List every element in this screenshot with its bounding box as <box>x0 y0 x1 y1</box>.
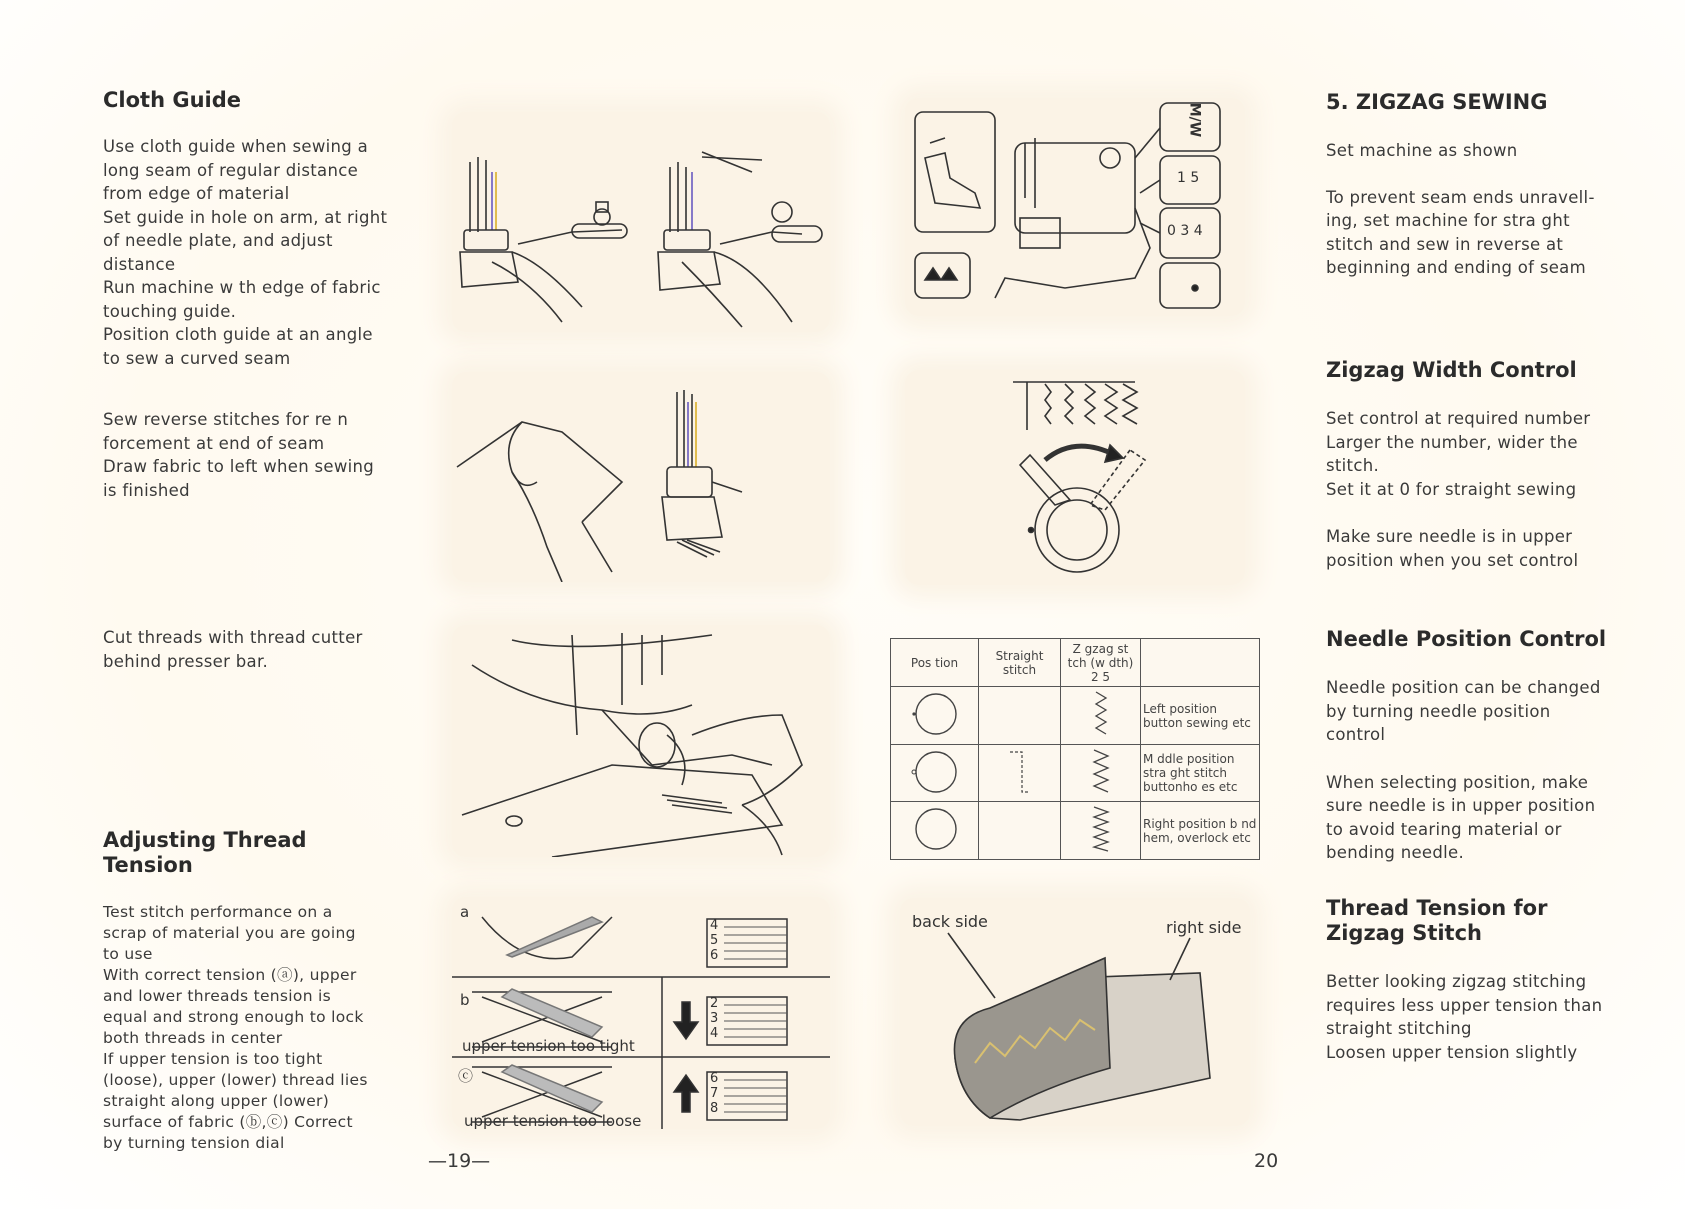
text-line: and lower threads tension is <box>103 987 332 1006</box>
straight-stitch-cell <box>979 687 1061 745</box>
table-row <box>891 744 1260 802</box>
length-setting-value: 0 3 4 <box>1167 223 1203 239</box>
caption-tension-tight: upper tension too tight <box>462 1037 635 1055</box>
needle-position-heading: Needle Position Control <box>1326 627 1607 651</box>
text-line: touching guide. <box>103 301 237 321</box>
text-line: by turning needle position <box>1326 701 1551 721</box>
text-line: straight stitching <box>1326 1019 1472 1039</box>
table-header-row <box>891 639 1260 687</box>
dial-numbers-c <box>710 1071 718 1116</box>
needle-position-table <box>890 638 1260 860</box>
caption-tension-loose: upper tension too loose <box>464 1112 642 1130</box>
text-line: by turning tension dial <box>103 1134 285 1153</box>
zigzag-tension-heading: Thread Tension for Zigzag Stitch <box>1326 896 1548 946</box>
cutter-text <box>103 626 393 673</box>
position-description: Right position b nd hem, overlock etc <box>1141 802 1260 860</box>
text-line: straight along upper (lower) <box>103 1092 330 1111</box>
text-line: Use cloth guide when sewing a <box>103 137 368 157</box>
thread-tension-illustration <box>452 897 830 1129</box>
dial-number: 7 <box>710 1086 719 1101</box>
text-line: scrap of material you are going <box>103 924 356 943</box>
dial-numbers-b <box>710 996 718 1041</box>
text-line: of needle plate, and adjust <box>103 231 333 251</box>
cloth-guide-drawing <box>452 112 830 332</box>
text-line: When selecting position, make <box>1326 772 1589 792</box>
text-line: surface of fabric (ⓑ,ⓒ) Correct <box>103 1113 353 1132</box>
needle-position-section <box>1326 627 1618 865</box>
zigzag-width-section <box>1326 358 1618 572</box>
text-line: stitch and sew in reverse at <box>1326 234 1564 254</box>
text-line: Better looking zigzag stitching <box>1326 972 1587 992</box>
thread-tension-drawing <box>452 897 830 1129</box>
zigzag-stitch-icon <box>1061 802 1141 860</box>
text-line: (loose), upper (lower) thread lies <box>103 1071 368 1090</box>
text-line: Needle position can be changed <box>1326 678 1601 698</box>
table-header: Z gzag st tch (w dth) 2 5 <box>1061 639 1141 687</box>
needle-position-note <box>1326 771 1618 865</box>
zigzag-sewing-intro: Set machine as shown <box>1326 141 1518 161</box>
text-line: to sew a curved seam <box>103 348 291 368</box>
text-line: from edge of material <box>103 184 290 204</box>
width-setting-value: 1 5 <box>1177 170 1200 186</box>
text-line: control <box>1326 725 1386 745</box>
right-side-label: right side <box>1166 918 1242 937</box>
thread-tension-heading: Adjusting Thread Tension <box>103 828 307 878</box>
text-line: distance <box>103 254 176 274</box>
dial-position-icon <box>891 687 979 745</box>
pattern-symbol: M/W <box>1186 102 1203 138</box>
table-row <box>891 802 1260 860</box>
reverse-stitch-drawing <box>452 372 830 582</box>
tension-label-b: b <box>460 991 470 1009</box>
thread-tension-text <box>103 902 393 1154</box>
page-number-right: 20 <box>1254 1150 1279 1172</box>
text-line: equal and strong enough to lock <box>103 1008 364 1027</box>
zigzag-width-heading: Zigzag Width Control <box>1326 358 1577 382</box>
dial-number: 4 <box>710 918 719 933</box>
tension-label-a: a <box>460 903 470 921</box>
cutter-section <box>103 626 393 673</box>
zigzag-tension-section <box>1326 896 1618 1064</box>
text-line: both threads in center <box>103 1029 283 1048</box>
cloth-guide-heading: Cloth Guide <box>103 88 241 112</box>
text-line: to use <box>103 945 153 964</box>
dial-number: 6 <box>710 948 719 963</box>
dial-number: 8 <box>710 1101 719 1116</box>
zigzag-tension-text <box>1326 970 1618 1064</box>
straight-stitch-cell <box>979 802 1061 860</box>
text-line: To prevent seam ends unravell- <box>1326 187 1595 207</box>
page-number-left: —19— <box>428 1150 491 1172</box>
zigzag-fabric-illustration <box>900 898 1250 1126</box>
position-description: Left position button sewing etc <box>1141 687 1260 745</box>
cloth-guide-text <box>103 135 393 370</box>
zigzag-sewing-text <box>1326 186 1618 280</box>
text-line: Set control at required number <box>1326 409 1591 429</box>
text-line: If upper tension is too tight <box>103 1050 323 1069</box>
reverse-text <box>103 408 393 502</box>
cloth-guide-section <box>103 88 393 370</box>
tension-label-c: ⓒ <box>458 1067 474 1085</box>
text-line: Loosen upper tension slightly <box>1326 1042 1578 1062</box>
table-row <box>891 687 1260 745</box>
dial-position-icon <box>891 744 979 802</box>
zigzag-width-dial-drawing <box>905 370 1245 585</box>
reverse-section <box>103 408 393 502</box>
text-line: to avoid tearing material or <box>1326 819 1562 839</box>
dial-number: 4 <box>710 1026 719 1041</box>
zigzag-width-text <box>1326 407 1618 501</box>
text-line: Make sure needle is in upper <box>1326 527 1573 547</box>
dial-number: 6 <box>710 1071 719 1086</box>
text-line: is finished <box>103 480 190 500</box>
text-line: ing, set machine for stra ght <box>1326 211 1570 231</box>
text-line: With correct tension (ⓐ), upper <box>103 966 357 985</box>
table-header-blank <box>1141 639 1260 687</box>
machine-settings-illustration <box>905 98 1245 316</box>
position-description: M ddle position stra ght stitch buttonho es etc <box>1141 744 1260 802</box>
dial-numbers-a <box>710 918 718 963</box>
text-line: Cut threads with thread cutter <box>103 628 363 647</box>
text-line: sure needle is in upper position <box>1326 796 1596 816</box>
zigzag-stitch-icon <box>1061 687 1141 745</box>
text-line: requires less upper tension than <box>1326 995 1603 1015</box>
text-line: stitch. <box>1326 456 1379 476</box>
text-line: forcement at end of seam <box>103 433 325 453</box>
zigzag-sewing-heading: 5. ZIGZAG SEWING <box>1326 90 1548 114</box>
dial-position-icon <box>891 802 979 860</box>
text-line: Test stitch performance on a <box>103 903 333 922</box>
zigzag-sewing-section <box>1326 90 1618 280</box>
straight-stitch-icon <box>979 744 1061 802</box>
text-line: position when you set control <box>1326 550 1579 570</box>
zigzag-stitch-icon <box>1061 744 1141 802</box>
thread-cutter-drawing <box>452 625 830 857</box>
reverse-stitch-illustration <box>452 372 830 582</box>
text-line: Set it at 0 for straight sewing <box>1326 479 1577 499</box>
table-header: Pos tion <box>891 639 979 687</box>
thread-cutter-illustration <box>452 625 830 857</box>
text-line: Run machine w th edge of fabric <box>103 278 381 298</box>
text-line: Set guide in hole on arm, at right <box>103 207 388 227</box>
text-line: Draw fabric to left when sewing <box>103 457 375 476</box>
text-line: Sew reverse stitches for re n <box>103 410 349 429</box>
dial-number: 5 <box>710 933 719 948</box>
needle-position-text <box>1326 676 1618 747</box>
text-line: long seam of regular distance <box>103 160 359 180</box>
zigzag-width-dial-illustration <box>905 370 1245 585</box>
text-line: Position cloth guide at an angle <box>103 325 373 345</box>
text-line: bending needle. <box>1326 843 1465 863</box>
zigzag-width-note <box>1326 525 1618 572</box>
text-line: Larger the number, wider the <box>1326 432 1578 452</box>
dial-number: 3 <box>710 1011 719 1026</box>
back-side-label: back side <box>912 912 988 931</box>
text-line: behind presser bar. <box>103 651 269 671</box>
table-header: Straight stitch <box>979 639 1061 687</box>
cloth-guide-illustration <box>452 112 830 332</box>
thread-tension-section <box>103 828 393 1154</box>
dial-number: 2 <box>710 996 719 1011</box>
text-line: beginning and ending of seam <box>1326 258 1586 278</box>
